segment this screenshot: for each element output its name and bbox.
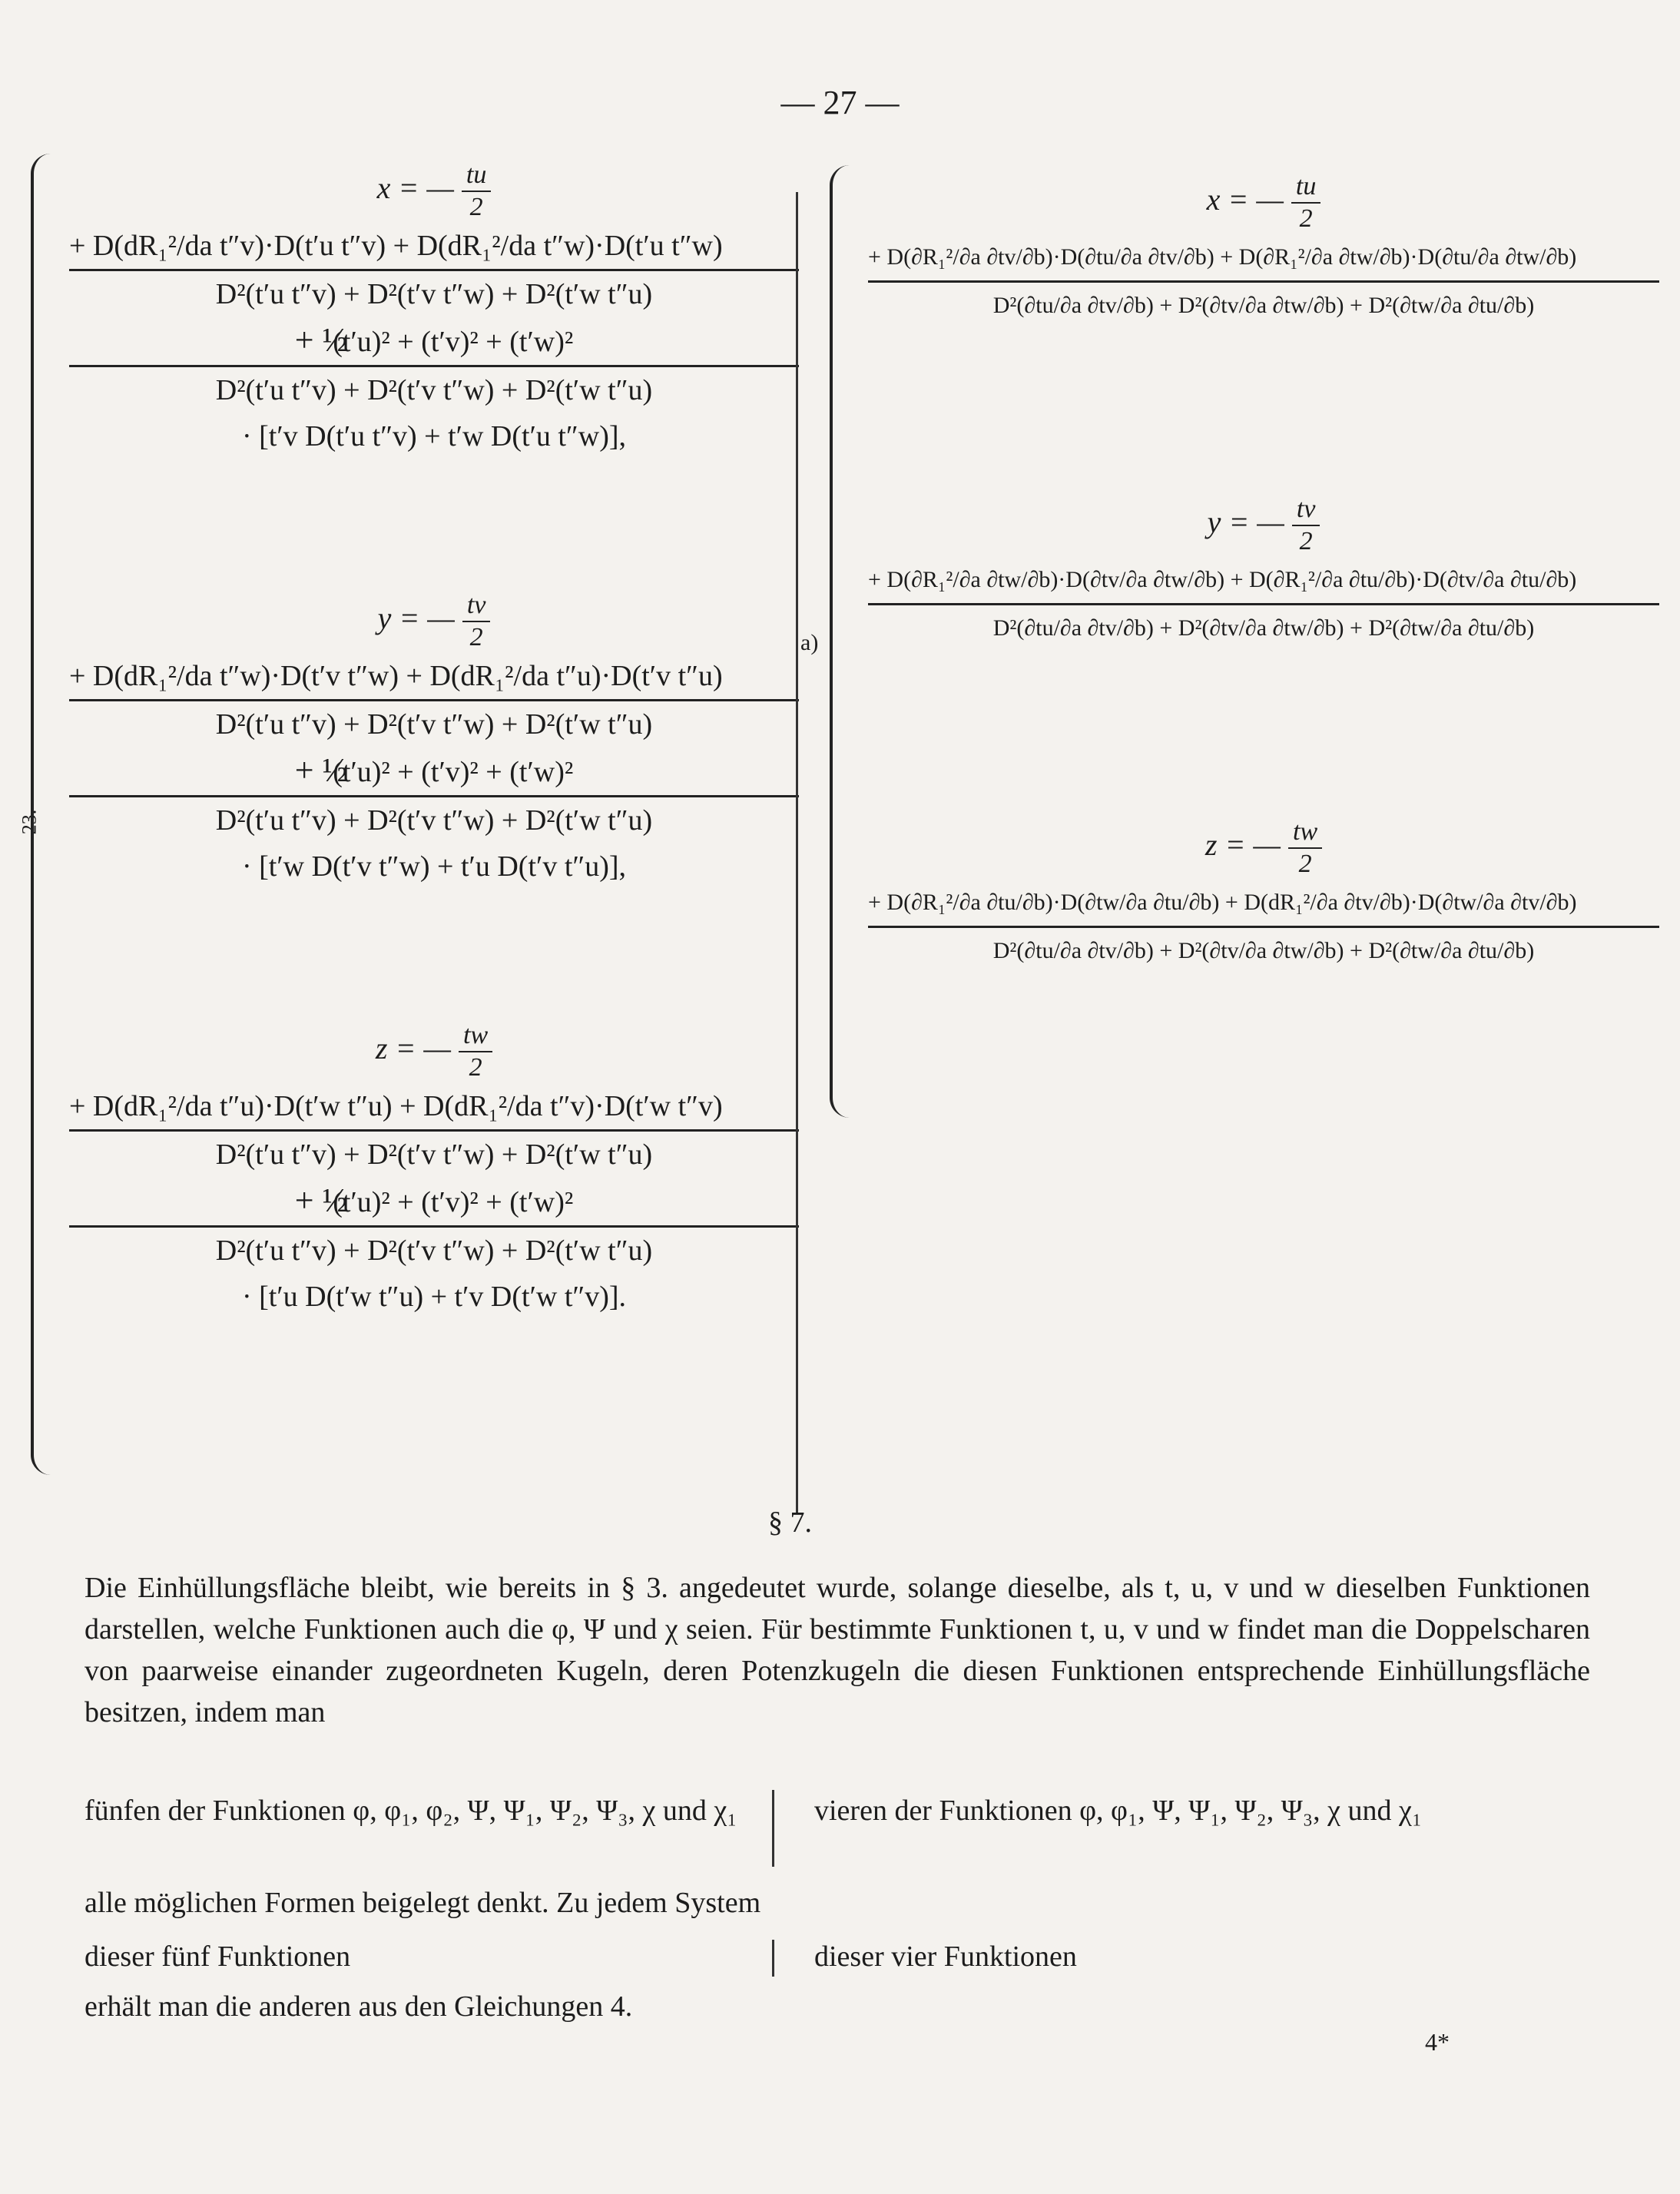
paragraph: Die Einhüllungsfläche bleibt, wie bereits in § 3. angedeutet wurde, solange dieselbe, als t, u, v und w dieselben Funktionen darstellen, welche Funktionen auch die φ, Ψ und χ seien. Für bestimmte Funktionen t, u, v und w findet man die Doppelscharen von paarweise einander zugeordneten Kugeln, deren Potenzkugeln die diesen Funktionen entsprechende Einhüllungsfläche besitzen, indem man bbox=[84, 1572, 1590, 1728]
left-y-coord: y = — $\frac{tv}{2}$ bbox=[69, 584, 799, 653]
left-x-term1-num: + D(dR₁²/da t″v)·D(t′u t″v) + D(dR₁²/da t″w)·D(t′u t″w) bbox=[69, 223, 799, 271]
right-x-coord: x = — $\frac{tu}{2}$ bbox=[868, 165, 1659, 234]
left-z-term2-den: D²(t′u t″v) + D²(t′v t″w) + D²(t′w t″u) bbox=[215, 1235, 653, 1267]
right-z-block bbox=[868, 810, 1659, 974]
page-number: — 27 — bbox=[780, 84, 900, 121]
left-x-block bbox=[69, 154, 799, 459]
left-z-term1-den: D²(t′u t″v) + D²(t′v t″w) + D²(t′w t″u) bbox=[215, 1138, 653, 1171]
left-x-term2-num: + ½ (t′u)² + (t′v)² + (t′w)² bbox=[69, 317, 799, 367]
signature-mark: 4* bbox=[1425, 2028, 1450, 2056]
right-x-num: + D(∂R₁²/∂a ∂tv/∂b)·D(∂tu/∂a ∂tv/∂b) + D(∂R₁²/∂a ∂tw/∂b)·D(∂tu/∂a ∂tw/∂b) bbox=[868, 234, 1659, 283]
line-last: erhält man die anderen aus den Gleichungen 4. bbox=[84, 1990, 633, 2023]
left-z-term1-num: + D(dR₁²/da t″u)·D(t′w t″u) + D(dR₁²/da t″v)·D(t′w t″v) bbox=[69, 1083, 799, 1132]
left-x-term1-den: D²(t′u t″v) + D²(t′v t″w) + D²(t′w t″u) bbox=[215, 278, 653, 310]
line-mid: alle möglichen Formen beigelegt denkt. Zu jedem System bbox=[84, 1887, 761, 1919]
right-x-block bbox=[868, 165, 1659, 329]
left-x-coord: x = — $\frac{tu}{2}$ bbox=[69, 154, 799, 223]
left-y-term2-tail: · [t′w D(t′v t″w) + t′u D(t′v t″u)], bbox=[241, 850, 627, 883]
left-z-term2-tail: · [t′u D(t′w t″u) + t′v D(t′w t″v)]. bbox=[241, 1281, 627, 1313]
right-brace bbox=[830, 165, 856, 1118]
equation-label-a: a) bbox=[800, 630, 819, 655]
left-z-term2-num: + ½ (t′u)² + (t′v)² + (t′w)² bbox=[69, 1178, 799, 1228]
right-x-den: D²(∂tu/∂a ∂tv/∂b) + D²(∂tv/∂a ∂tw/∂b) + D²(∂tw/∂a ∂tu/∂b) bbox=[992, 293, 1535, 318]
split2-left: dieser fünf Funktionen bbox=[84, 1940, 351, 1973]
right-y-block bbox=[868, 488, 1659, 651]
split1-right: vieren der Funktionen φ, φ₁, Ψ, Ψ₁, Ψ₂, Ψ₃, χ und χ₁ bbox=[814, 1795, 1423, 1827]
left-y-term1-num: + D(dR₁²/da t″w)·D(t′v t″w) + D(dR₁²/da t″u)·D(t′v t″u) bbox=[69, 653, 799, 701]
left-y-term1-den: D²(t′u t″v) + D²(t′v t″w) + D²(t′w t″u) bbox=[215, 708, 653, 741]
right-z-coord: z = — $\frac{tw}{2}$ bbox=[868, 810, 1659, 880]
left-y-block bbox=[69, 584, 799, 890]
left-z-block bbox=[69, 1014, 799, 1320]
right-y-coord: y = — $\frac{tv}{2}$ bbox=[868, 488, 1659, 557]
left-equations bbox=[31, 154, 799, 1475]
left-brace bbox=[31, 154, 57, 1475]
split2-divider bbox=[772, 1940, 774, 1977]
equation-number: 23. bbox=[18, 809, 41, 835]
right-z-num: + D(∂R₁²/∂a ∂tu/∂b)·D(∂tw/∂a ∂tu/∂b) + D(dR₁²/∂a ∂tv/∂b)·D(∂tw/∂a ∂tv/∂b) bbox=[868, 880, 1659, 928]
right-equations bbox=[830, 165, 1659, 1118]
left-z-coord: z = — $\frac{tw}{2}$ bbox=[69, 1014, 799, 1083]
section-heading: § 7. bbox=[768, 1506, 812, 1539]
left-x-term2-den: D²(t′u t″v) + D²(t′v t″w) + D²(t′w t″u) bbox=[215, 374, 653, 406]
split2-right: dieser vier Funktionen bbox=[814, 1940, 1077, 1973]
left-y-term2-num: + ½ (t′u)² + (t′v)² + (t′w)² bbox=[69, 747, 799, 797]
right-z-den: D²(∂tu/∂a ∂tv/∂b) + D²(∂tv/∂a ∂tw/∂b) + D²(∂tw/∂a ∂tu/∂b) bbox=[992, 938, 1535, 963]
right-y-num: + D(∂R₁²/∂a ∂tw/∂b)·D(∂tv/∂a ∂tw/∂b) + D(∂R₁²/∂a ∂tu/∂b)·D(∂tv/∂a ∂tu/∂b) bbox=[868, 557, 1659, 605]
column-divider bbox=[796, 192, 798, 1513]
left-y-term2-den: D²(t′u t″v) + D²(t′v t″w) + D²(t′w t″u) bbox=[215, 804, 653, 837]
split1-left: fünfen der Funktionen φ, φ₁, φ₂, Ψ, Ψ₁, Ψ₂, Ψ₃, χ und χ₁ bbox=[84, 1795, 737, 1827]
split1-divider bbox=[772, 1790, 774, 1867]
right-y-den: D²(∂tu/∂a ∂tv/∂b) + D²(∂tv/∂a ∂tw/∂b) + D²(∂tw/∂a ∂tu/∂b) bbox=[992, 615, 1535, 641]
left-x-term2-tail: · [t′v D(t′u t″v) + t′w D(t′u t″w)], bbox=[241, 420, 627, 452]
